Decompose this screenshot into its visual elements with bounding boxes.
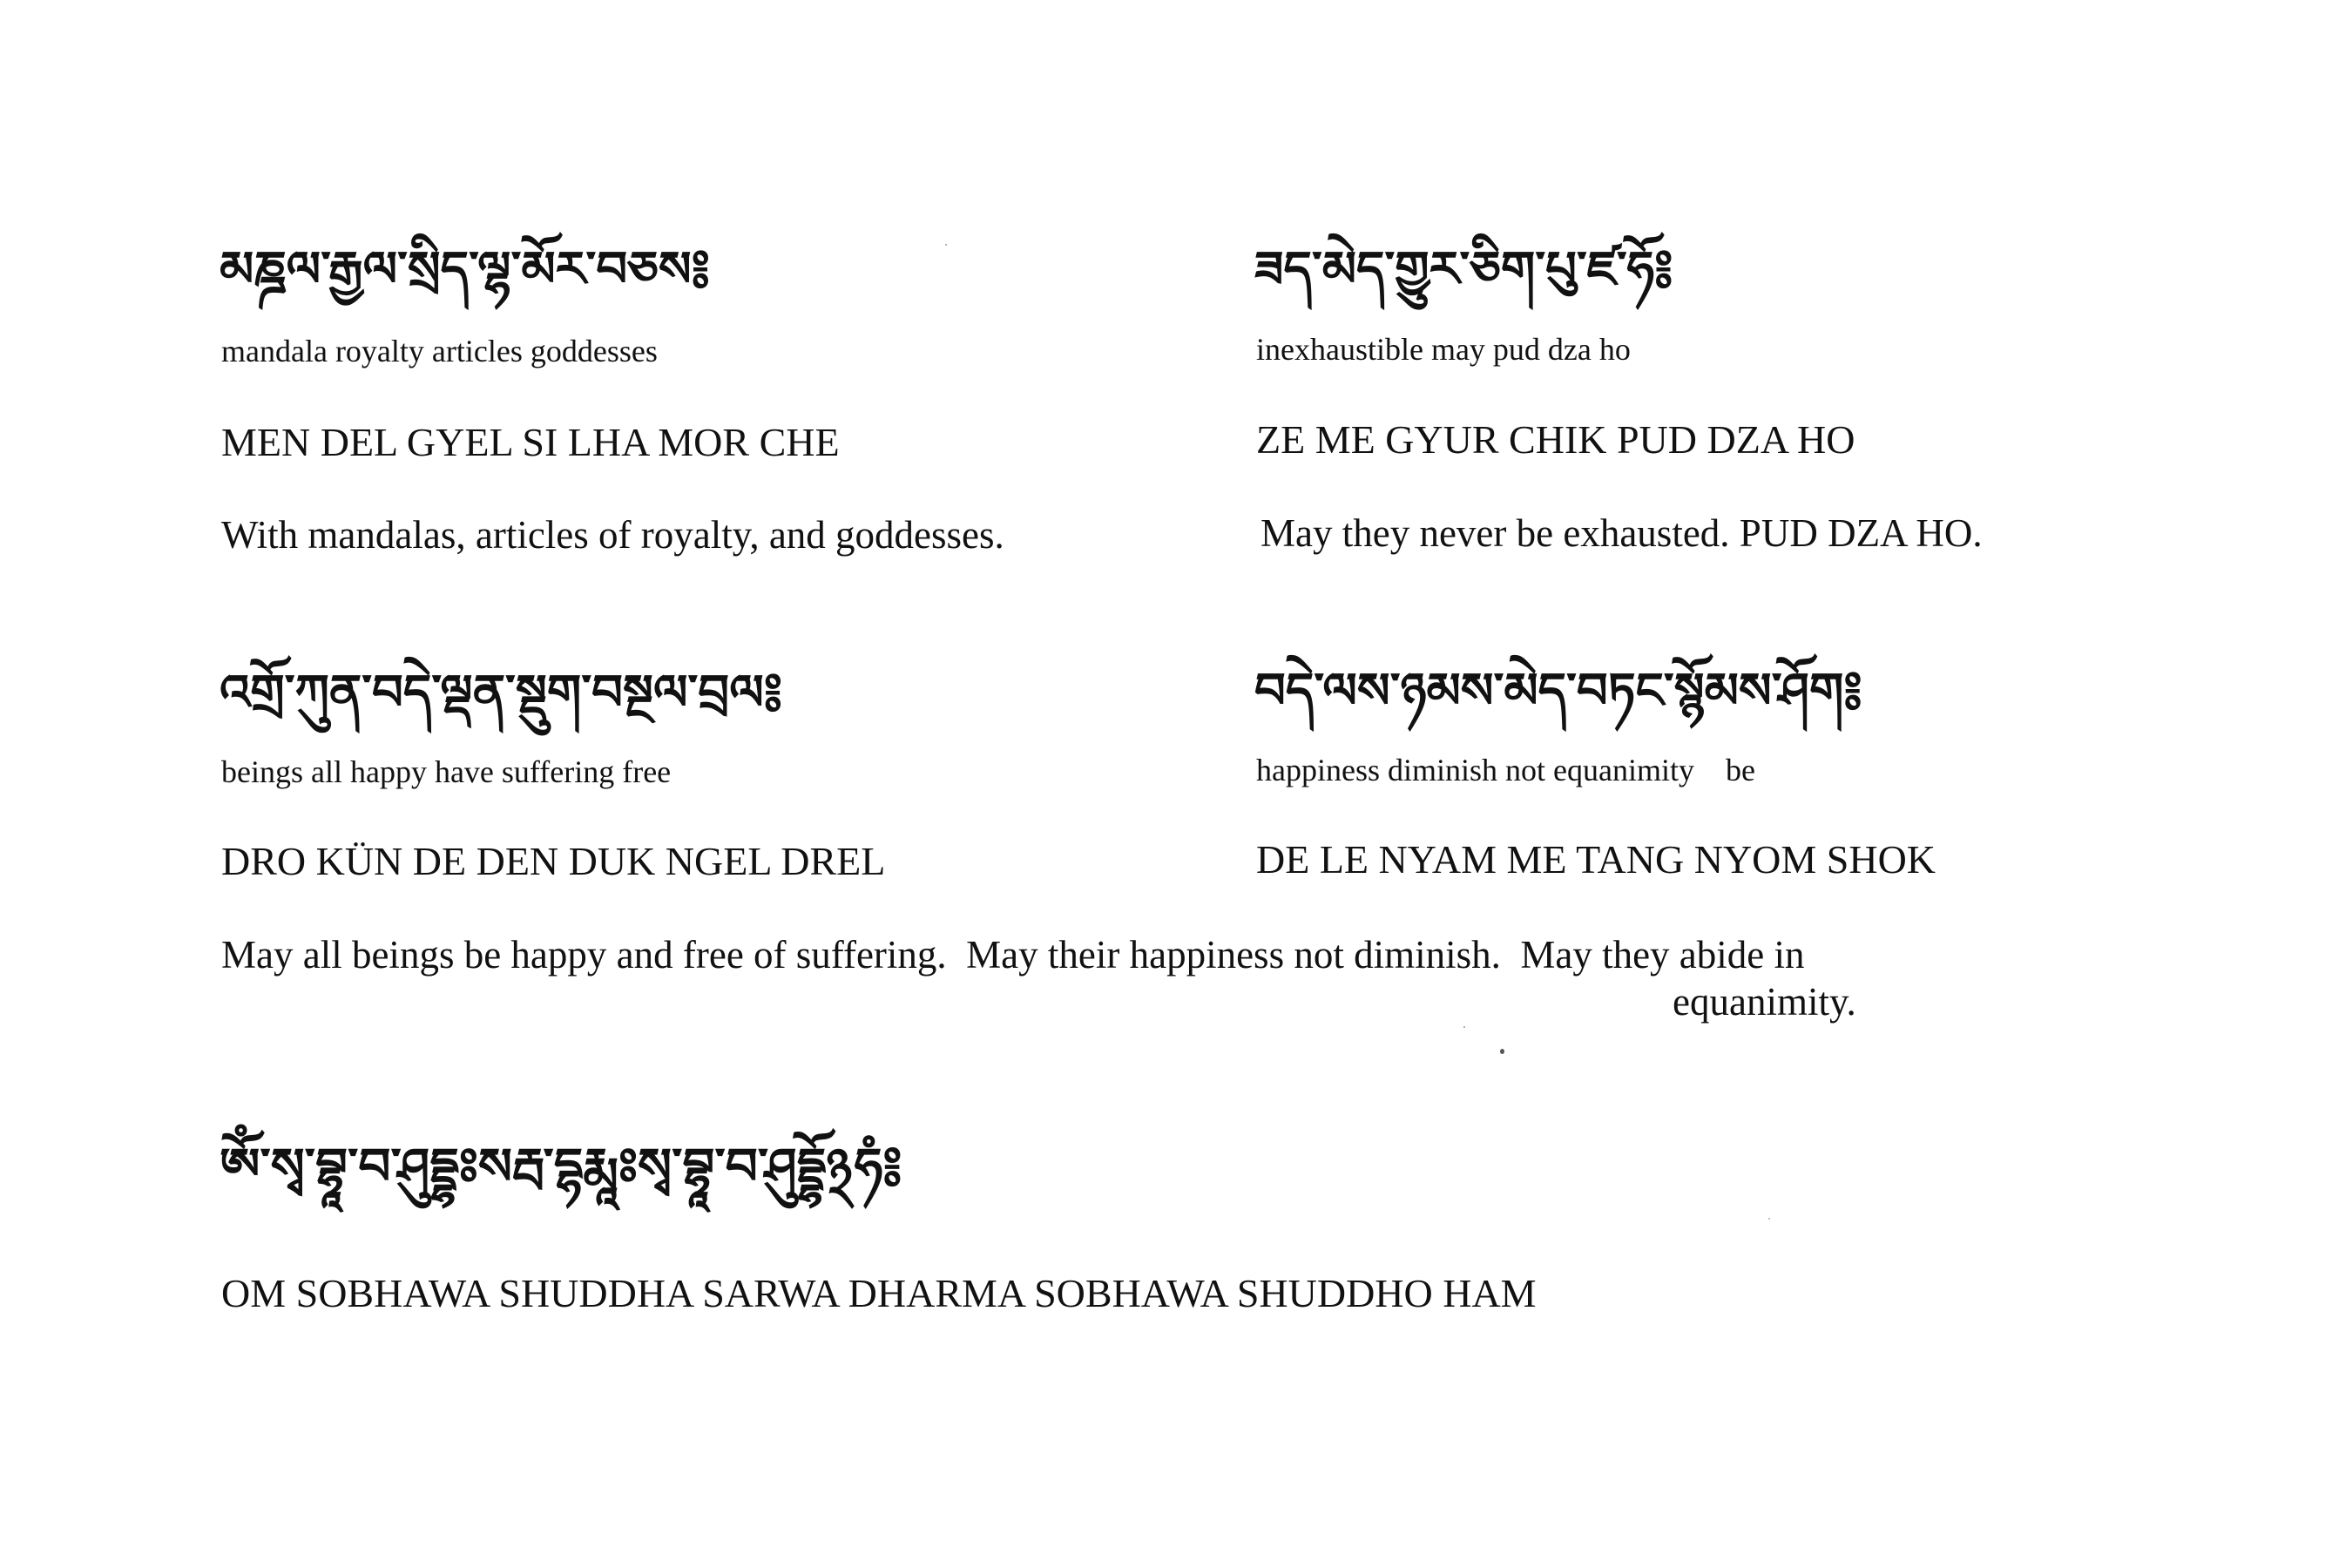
verse-1-transliteration: MEN DEL GYEL SI LHA MOR CHE bbox=[221, 420, 840, 464]
verse-2-english: May they never be exhausted. PUD DZA HO. bbox=[1260, 511, 1983, 555]
verse-3-transliteration: DRO KÜN DE DEN DUK NGEL DREL bbox=[221, 839, 886, 883]
verse-4-transliteration: DE LE NYAM ME TANG NYOM SHOK bbox=[1256, 837, 1936, 882]
verse-3-gloss: beings all happy have suffering free bbox=[221, 754, 672, 789]
verse-4-gloss: happiness diminish not equanimity be bbox=[1256, 753, 1755, 787]
scan-speck bbox=[1463, 1026, 1465, 1028]
combined-english-line-1: May all beings be happy and free of suffering. May their happiness not diminish. May they abide in bbox=[221, 933, 1805, 977]
mantra-transliteration: OM SOBHAWA SHUDDHA SARWA DHARMA SOBHAWA SHUDDHO HAM bbox=[221, 1271, 1537, 1315]
combined-english-line-2: equanimity. bbox=[1673, 980, 1856, 1024]
verse-3-tibetan: འགྲོ་ཀུན་བདེ་ལྡན་སྡུག་བསྔལ་བྲལ༔ bbox=[220, 665, 783, 721]
scan-speck bbox=[1768, 1218, 1770, 1220]
verse-4-tibetan: བདེ་ལས་ཉམས་མེད་བཏང་སྙོམས་ཤོག༔ bbox=[1254, 663, 1862, 720]
scan-speck bbox=[1500, 1049, 1504, 1054]
scan-speck bbox=[945, 244, 947, 246]
verse-1-tibetan: མཎྜལ་རྒྱལ་སྲིད་ལྷ་མོར་བཅས༔ bbox=[220, 241, 710, 298]
verse-2-tibetan: ཟད་མེད་གྱུར་ཅིག་པུ་ཛ་ཧོ༔ bbox=[1254, 241, 1673, 298]
verse-2-gloss: inexhaustible may pud dza ho bbox=[1256, 332, 1631, 367]
verse-1-gloss: mandala royalty articles goddesses bbox=[221, 334, 658, 368]
mantra-tibetan: ཨོཾ་སྭ་བྷཱ་བ་ཤུདྡྷཿསརྦ་དྷརྨཱཿསྭ་བྷཱ་བ་ཤུདྡྷོ྅ཧཾ༔ bbox=[220, 1137, 902, 1196]
verse-2-transliteration: ZE ME GYUR CHIK PUD DZA HO bbox=[1256, 417, 1855, 462]
verse-1-english: With mandalas, articles of royalty, and goddesses. bbox=[221, 513, 1004, 557]
